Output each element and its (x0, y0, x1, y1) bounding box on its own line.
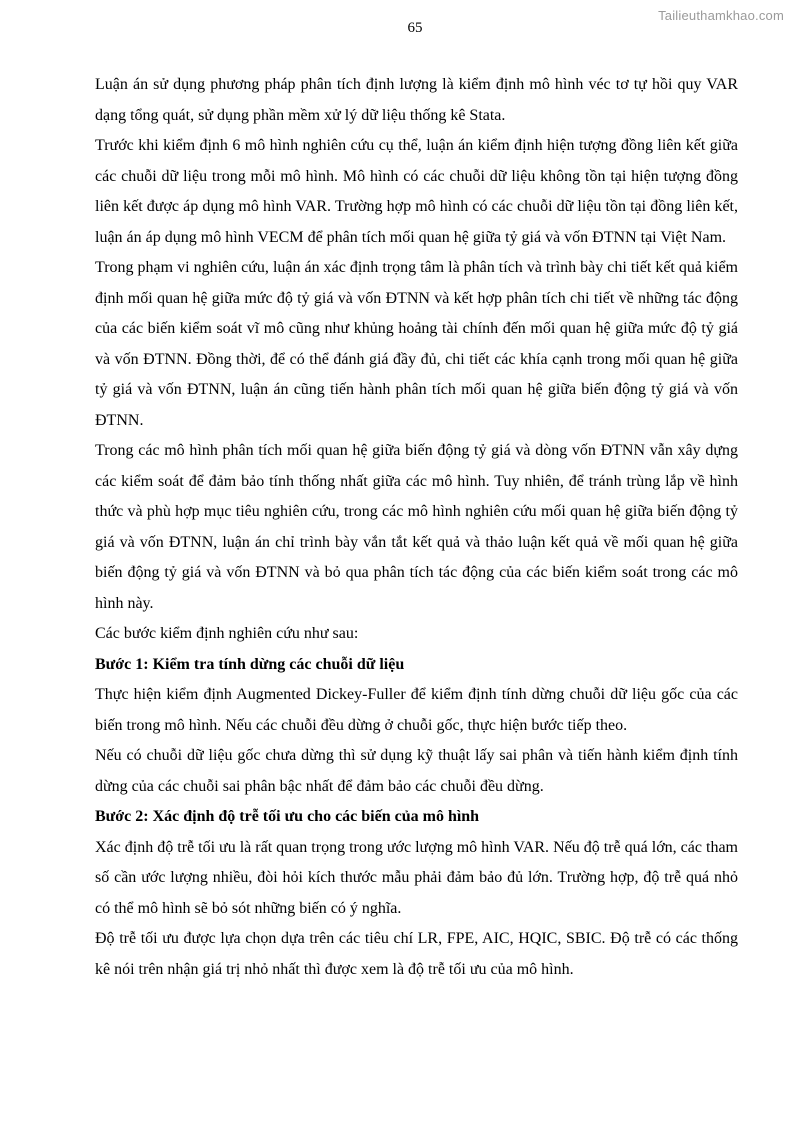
paragraph-cointegration: Trước khi kiểm định 6 mô hình nghiên cứu cụ thể, luận án kiểm định hiện tượng đồng liên kết giữa các chuỗi dữ liệu trong mỗi mô hình. Mô hình có các chuỗi dữ liệu không tồn tại hiện tượng đồng liên kết được áp dụng mô hình VAR. Trường hợp mô hình có các chuỗi dữ liệu tồn tại đồng liên kết, luận án áp dụng mô hình VECM để phân tích mối quan hệ giữa tỷ giá và vốn ĐTNN tại Việt Nam. (95, 137, 738, 246)
paragraph-lag-criteria: Độ trễ tối ưu được lựa chọn dựa trên các tiêu chí LR, FPE, AIC, HQIC, SBIC. Độ trễ có các thống kê nói trên nhận giá trị nhỏ nhất thì được xem là độ trễ tối ưu của mô hình. (95, 930, 738, 978)
paragraph-differencing: Nếu có chuỗi dữ liệu gốc chưa dừng thì sử dụng kỹ thuật lấy sai phân và tiến hành kiểm định tính dừng của các chuỗi sai phân bậc nhất để đảm bảo các chuỗi đều dừng. (95, 747, 738, 795)
document-body (95, 70, 738, 985)
watermark-text: Tailieuthamkhao.com (658, 8, 784, 23)
page-number: 65 (407, 20, 423, 36)
paragraph-steps-intro: Các bước kiểm định nghiên cứu như sau: (95, 625, 359, 642)
step2-heading: Bước 2: Xác định độ trễ tối ưu cho các biến của mô hình (95, 808, 480, 825)
step1-heading: Bước 1: Kiểm tra tính dừng các chuỗi dữ liệu (95, 655, 405, 673)
paragraph-method: Luận án sử dụng phương pháp phân tích định lượng là kiểm định mô hình véc tơ tự hồi quy VAR dạng tổng quát, sử dụng phần mềm xử lý dữ liệu thống kê Stata. (95, 76, 738, 124)
paragraph-lag-importance: Xác định độ trễ tối ưu là rất quan trọng trong ước lượng mô hình VAR. Nếu độ trễ quá lớn, các tham số cần ước lượng nhiều, đòi hỏi kích thước mẫu phải đảm bảo đủ lớn. Trường hợp, độ trễ quá nhỏ có thể mô hình sẽ bỏ sót những biến có ý nghĩa. (95, 838, 738, 917)
paragraph-adf-test: Thực hiện kiểm định Augmented Dickey-Fuller để kiểm định tính dừng chuỗi dữ liệu gốc của các biến trong mô hình. Nếu các chuỗi đều dừng ở chuỗi gốc, thực hiện bước tiếp theo. (95, 686, 738, 734)
paragraph-scope: Trong phạm vi nghiên cứu, luận án xác định trọng tâm là phân tích và trình bày chi tiết kết quả kiểm định mối quan hệ giữa mức độ tỷ giá và vốn ĐTNN và kết hợp phân tích chi tiết về những tác động của các biến kiểm soát vĩ mô cũng như khủng hoảng tài chính đến mối quan hệ giữa mức độ tỷ giá và vốn ĐTNN. Đồng thời, để có thể đánh giá đầy đủ, chi tiết các khía cạnh trong mối quan hệ giữa tỷ giá và vốn ĐTNN, luận án cũng tiến hành phân tích mối quan hệ giữa biến động tỷ giá và vốn ĐTNN. (95, 259, 738, 429)
paragraph-volatility-models: Trong các mô hình phân tích mối quan hệ giữa biến động tỷ giá và dòng vốn ĐTNN vẫn xây dựng các kiểm soát để đảm bảo tính thống nhất giữa các mô hình. Tuy nhiên, để tránh trùng lắp về hình thức và phù hợp mục tiêu nghiên cứu, trong các mô hình nghiên cứu mối quan hệ giữa biến động tỷ giá và vốn ĐTNN, luận án chỉ trình bày vắn tắt kết quả và thảo luận kết quả về mối quan hệ giữa biến động tỷ giá và vốn ĐTNN và bỏ qua phân tích tác động của các biến kiểm soát trong các mô hình này. (95, 442, 738, 612)
